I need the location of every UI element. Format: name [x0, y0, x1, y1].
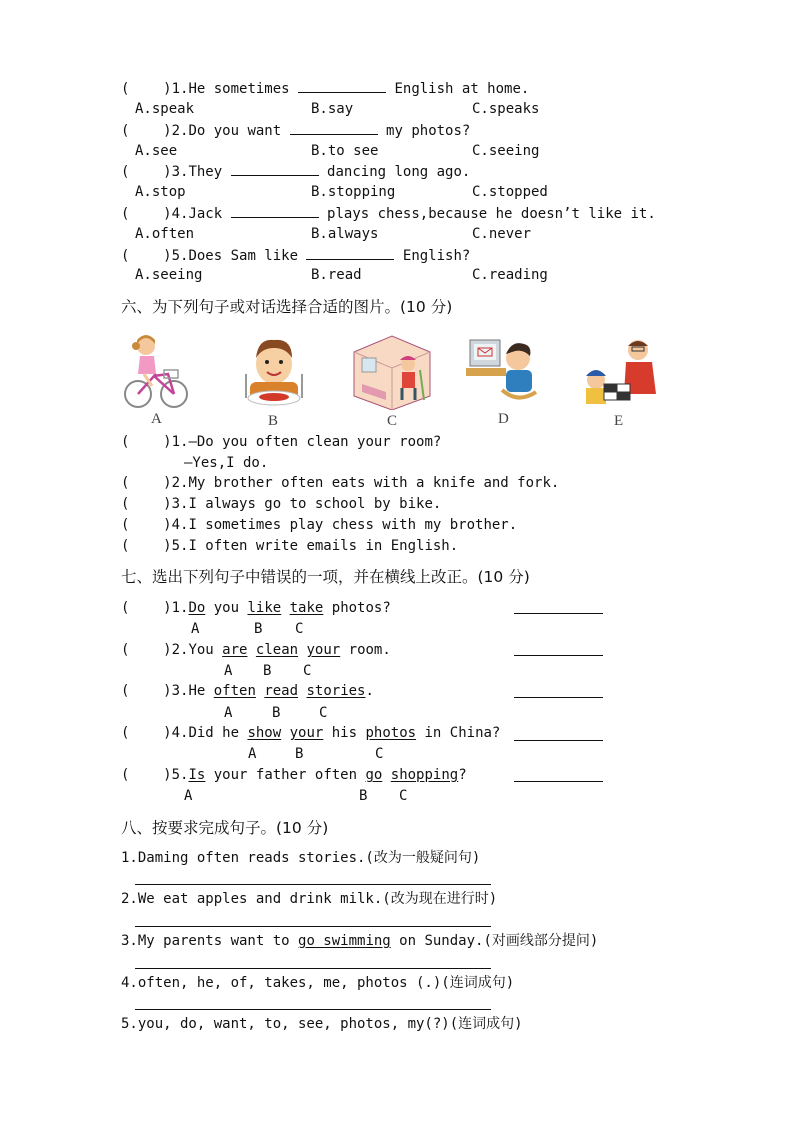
section-7-heading: 七、选出下列句子中错误的一项，并在横线上改正。(10 分)	[121, 568, 530, 586]
choice-letter-a: A	[191, 621, 200, 637]
option-a: A.speak	[135, 101, 195, 117]
match-item-1-reply: —Yes,I do.	[184, 455, 269, 471]
picture-label-a: A	[151, 411, 162, 427]
match-item-5: ( )5.I often write emails in English.	[121, 538, 459, 554]
question-5: ( )5.Does Sam like English?	[121, 248, 471, 264]
correction-line[interactable]	[514, 781, 603, 782]
picture-label-c: C	[387, 413, 398, 429]
choice-letter-c: C	[319, 705, 328, 721]
task-2: 2.We eat apples and drink milk.(改为现在进行时)	[121, 891, 498, 907]
option-c: C.never	[472, 226, 532, 242]
answer-blank[interactable]	[231, 204, 319, 218]
choice-letter-a: A	[184, 788, 193, 804]
match-item-3: ( )3.I always go to school by bike.	[121, 496, 442, 512]
playing-chess-image	[580, 334, 660, 410]
answer-blank[interactable]	[298, 79, 386, 93]
option-b: B.stopping	[311, 184, 396, 200]
section-6-heading: 六、为下列句子或对话选择合适的图片。(10 分)	[121, 298, 453, 316]
error-item-4: ( )4.Did he show your his photos in China?	[121, 725, 501, 741]
choice-letter-c: C	[375, 746, 384, 762]
question-2: ( )2.Do you want my photos?	[121, 123, 471, 139]
match-item-2: ( )2.My brother often eats with a knife and fork.	[121, 475, 560, 491]
choice-letter-c: C	[295, 621, 304, 637]
option-a: A.see	[135, 143, 178, 159]
answer-blank[interactable]	[290, 121, 378, 135]
choice-letter-b: B	[272, 705, 281, 721]
boy-eating-image	[238, 334, 310, 408]
question-3: ( )3.They dancing long ago.	[121, 164, 471, 180]
girl-riding-bike-image	[124, 334, 190, 410]
choice-letter-c: C	[399, 788, 408, 804]
picture-label-b: B	[268, 413, 279, 429]
option-c: C.seeing	[472, 143, 540, 159]
picture-label-d: D	[498, 411, 509, 427]
task-5: 5.you, do, want, to, see, photos, my(?)(连词成句)	[121, 1016, 523, 1032]
match-item-1: ( )1.—Do you often clean your room?	[121, 434, 442, 450]
match-item-4: ( )4.I sometimes play chess with my brother.	[121, 517, 518, 533]
option-c: C.reading	[472, 267, 548, 283]
choice-letter-a: A	[248, 746, 257, 762]
option-a: A.stop	[135, 184, 186, 200]
section-8-heading: 八、按要求完成句子。(10 分)	[121, 819, 329, 837]
task-4: 4.often, he, of, takes, me, photos (.)(连词成句)	[121, 975, 515, 991]
option-a: A.often	[135, 226, 195, 242]
picture-label-e: E	[614, 413, 624, 429]
question-1: ( )1.He sometimes English at home.	[121, 81, 530, 97]
error-item-2: ( )2.You are clean your room.	[121, 642, 391, 658]
boy-using-computer-image	[466, 334, 542, 406]
answer-line[interactable]	[135, 884, 491, 885]
option-b: B.read	[311, 267, 362, 283]
error-item-3: ( )3.He often read stories.	[121, 683, 374, 699]
correction-line[interactable]	[514, 613, 603, 614]
error-item-1: ( )1.Do you like take photos?	[121, 600, 391, 616]
choice-letter-b: B	[263, 663, 272, 679]
option-b: B.to see	[311, 143, 379, 159]
girl-cleaning-room-image	[352, 334, 432, 410]
choice-letter-b: B	[295, 746, 304, 762]
choice-letter-a: A	[224, 663, 233, 679]
answer-blank[interactable]	[231, 162, 319, 176]
option-c: C.stopped	[472, 184, 548, 200]
choice-letter-a: A	[224, 705, 233, 721]
choice-letter-b: B	[254, 621, 263, 637]
correction-line[interactable]	[514, 740, 603, 741]
option-b: B.say	[311, 101, 354, 117]
answer-line[interactable]	[135, 1009, 491, 1010]
choice-letter-c: C	[303, 663, 312, 679]
option-a: A.seeing	[135, 267, 203, 283]
correction-line[interactable]	[514, 697, 603, 698]
option-b: B.always	[311, 226, 379, 242]
answer-line[interactable]	[135, 968, 491, 969]
task-1: 1.Daming often reads stories.(改为一般疑问句)	[121, 850, 481, 866]
option-c: C.speaks	[472, 101, 540, 117]
choice-letter-b: B	[359, 788, 368, 804]
error-item-5: ( )5.Is your father often go shopping?	[121, 767, 467, 783]
correction-line[interactable]	[514, 655, 603, 656]
question-4: ( )4.Jack plays chess,because he doesn’t like it.	[121, 206, 656, 222]
answer-line[interactable]	[135, 926, 491, 927]
answer-blank[interactable]	[306, 246, 394, 260]
task-3: 3.My parents want to go swimming on Sunday.(对画线部分提问)	[121, 933, 599, 949]
